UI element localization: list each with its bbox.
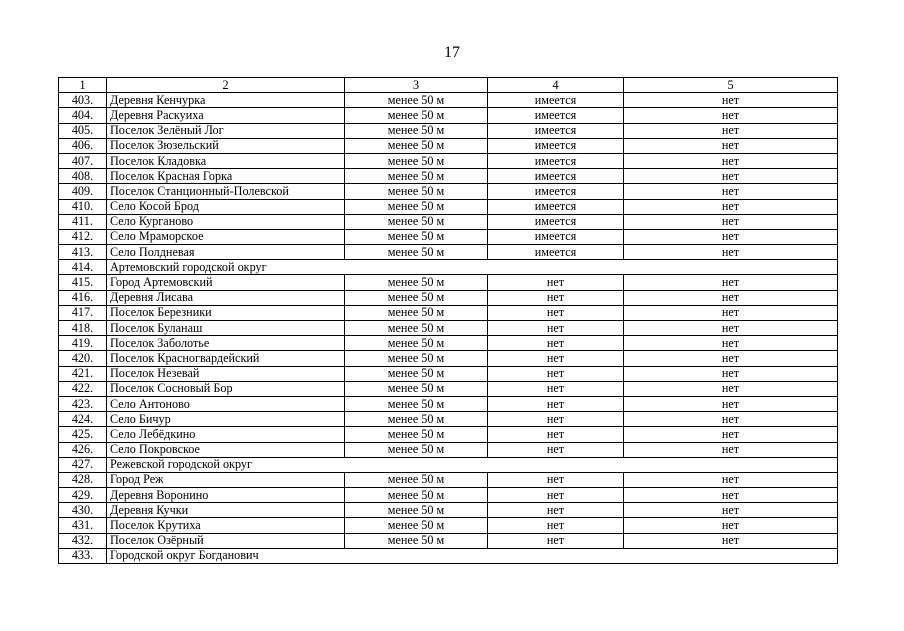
row-number-cell: 426. [59, 442, 107, 457]
row-number-cell: 414. [59, 260, 107, 275]
distance-cell: менее 50 м [345, 169, 488, 184]
distance-cell: менее 50 м [345, 184, 488, 199]
distance-cell: менее 50 м [345, 290, 488, 305]
row-number-cell: 427. [59, 457, 107, 472]
availability-cell: нет [488, 472, 624, 487]
settlement-name-cell: Город Реж [107, 472, 345, 487]
status-cell: нет [624, 184, 838, 199]
settlement-name-cell: Село Мраморское [107, 229, 345, 244]
availability-cell: нет [488, 321, 624, 336]
availability-cell: имеется [488, 184, 624, 199]
table-row [59, 442, 838, 457]
settlement-name-cell: Село Бичур [107, 412, 345, 427]
table-row [59, 93, 838, 108]
table-body [59, 78, 838, 564]
availability-cell: нет [488, 488, 624, 503]
settlement-name-cell: Село Лебёдкино [107, 427, 345, 442]
distance-cell: менее 50 м [345, 138, 488, 153]
table-row [59, 153, 838, 168]
table-row [59, 533, 838, 548]
distance-cell: менее 50 м [345, 366, 488, 381]
status-cell: нет [624, 108, 838, 123]
availability-cell: имеется [488, 138, 624, 153]
status-cell: нет [624, 229, 838, 244]
distance-cell: менее 50 м [345, 245, 488, 260]
settlement-name-cell: Поселок Зюзельский [107, 138, 345, 153]
table-row [59, 108, 838, 123]
table-section-row [59, 260, 838, 275]
status-cell: нет [624, 396, 838, 411]
row-number-cell: 429. [59, 488, 107, 503]
distance-cell: менее 50 м [345, 442, 488, 457]
settlement-name-cell: Поселок Крутиха [107, 518, 345, 533]
availability-cell: нет [488, 275, 624, 290]
status-cell: нет [624, 169, 838, 184]
settlement-name-cell: Поселок Сосновый Бор [107, 381, 345, 396]
row-number-cell: 411. [59, 214, 107, 229]
status-cell: нет [624, 412, 838, 427]
settlement-name-cell: Поселок Озёрный [107, 533, 345, 548]
availability-cell: нет [488, 396, 624, 411]
distance-cell: менее 50 м [345, 108, 488, 123]
availability-cell: нет [488, 533, 624, 548]
status-cell: нет [624, 199, 838, 214]
settlement-name-cell: Деревня Кенчурка [107, 93, 345, 108]
settlement-name-cell: Деревня Кучки [107, 503, 345, 518]
status-cell: нет [624, 518, 838, 533]
settlement-name-cell: Село Косой Брод [107, 199, 345, 214]
table-row [59, 138, 838, 153]
availability-cell: нет [488, 381, 624, 396]
table-row [59, 275, 838, 290]
distance-cell: менее 50 м [345, 336, 488, 351]
status-cell: нет [624, 305, 838, 320]
page-number: 17 [444, 44, 460, 61]
availability-cell: нет [488, 412, 624, 427]
table-row [59, 321, 838, 336]
distance-cell: менее 50 м [345, 412, 488, 427]
distance-cell: менее 50 м [345, 199, 488, 214]
row-number-cell: 432. [59, 533, 107, 548]
table-row [59, 427, 838, 442]
settlement-name-cell: Поселок Зелёный Лог [107, 123, 345, 138]
settlement-name-cell: Деревня Раскуиха [107, 108, 345, 123]
availability-cell: имеется [488, 153, 624, 168]
row-number-cell: 406. [59, 138, 107, 153]
table-row [59, 518, 838, 533]
status-cell: нет [624, 153, 838, 168]
section-title-cell: Режевской городской округ [107, 457, 838, 472]
row-number-cell: 418. [59, 321, 107, 336]
settlement-name-cell: Поселок Красногвардейский [107, 351, 345, 366]
row-number-cell: 423. [59, 396, 107, 411]
header-cell-2: 2 [107, 78, 345, 93]
distance-cell: менее 50 м [345, 229, 488, 244]
row-number-cell: 424. [59, 412, 107, 427]
distance-cell: менее 50 м [345, 275, 488, 290]
status-cell: нет [624, 503, 838, 518]
table-row [59, 245, 838, 260]
row-number-cell: 417. [59, 305, 107, 320]
row-number-cell: 421. [59, 366, 107, 381]
distance-cell: менее 50 м [345, 533, 488, 548]
availability-cell: нет [488, 336, 624, 351]
distance-cell: менее 50 м [345, 488, 488, 503]
row-number-cell: 408. [59, 169, 107, 184]
status-cell: нет [624, 366, 838, 381]
distance-cell: менее 50 м [345, 427, 488, 442]
settlement-name-cell: Поселок Станционный-Полевской [107, 184, 345, 199]
table-row [59, 488, 838, 503]
table-header-row [59, 78, 838, 93]
table-row [59, 366, 838, 381]
header-cell-5: 5 [624, 78, 838, 93]
status-cell: нет [624, 351, 838, 366]
table-section-row [59, 548, 838, 563]
availability-cell: нет [488, 290, 624, 305]
row-number-cell: 433. [59, 548, 107, 563]
table-row [59, 396, 838, 411]
settlement-name-cell: Село Полдневая [107, 245, 345, 260]
row-number-cell: 415. [59, 275, 107, 290]
availability-cell: имеется [488, 214, 624, 229]
row-number-cell: 431. [59, 518, 107, 533]
availability-cell: нет [488, 442, 624, 457]
availability-cell: нет [488, 305, 624, 320]
row-number-cell: 420. [59, 351, 107, 366]
status-cell: нет [624, 290, 838, 305]
availability-cell: имеется [488, 229, 624, 244]
table-row [59, 503, 838, 518]
status-cell: нет [624, 93, 838, 108]
availability-cell: имеется [488, 199, 624, 214]
status-cell: нет [624, 245, 838, 260]
settlement-name-cell: Поселок Березники [107, 305, 345, 320]
table-row [59, 199, 838, 214]
section-title-cell: Городской округ Богданович [107, 548, 838, 563]
table-row [59, 305, 838, 320]
availability-cell: имеется [488, 169, 624, 184]
row-number-cell: 403. [59, 93, 107, 108]
table-row [59, 336, 838, 351]
row-number-cell: 404. [59, 108, 107, 123]
availability-cell: нет [488, 503, 624, 518]
settlement-name-cell: Село Покровское [107, 442, 345, 457]
status-cell: нет [624, 533, 838, 548]
settlement-name-cell: Поселок Красная Горка [107, 169, 345, 184]
settlement-name-cell: Деревня Воронино [107, 488, 345, 503]
availability-cell: имеется [488, 93, 624, 108]
settlement-name-cell: Поселок Буланаш [107, 321, 345, 336]
distance-cell: менее 50 м [345, 472, 488, 487]
row-number-cell: 409. [59, 184, 107, 199]
table-row [59, 290, 838, 305]
settlement-name-cell: Деревня Лисава [107, 290, 345, 305]
status-cell: нет [624, 214, 838, 229]
distance-cell: менее 50 м [345, 396, 488, 411]
distance-cell: менее 50 м [345, 214, 488, 229]
header-cell-1: 1 [59, 78, 107, 93]
settlement-name-cell: Поселок Заболотье [107, 336, 345, 351]
row-number-cell: 419. [59, 336, 107, 351]
row-number-cell: 428. [59, 472, 107, 487]
distance-cell: менее 50 м [345, 305, 488, 320]
table-row [59, 412, 838, 427]
availability-cell: нет [488, 427, 624, 442]
table-row [59, 229, 838, 244]
distance-cell: менее 50 м [345, 321, 488, 336]
table-row [59, 169, 838, 184]
distance-cell: менее 50 м [345, 123, 488, 138]
settlement-name-cell: Село Курганово [107, 214, 345, 229]
table-row [59, 214, 838, 229]
header-cell-4: 4 [488, 78, 624, 93]
settlement-name-cell: Поселок Незевай [107, 366, 345, 381]
distance-cell: менее 50 м [345, 518, 488, 533]
status-cell: нет [624, 472, 838, 487]
distance-cell: менее 50 м [345, 351, 488, 366]
availability-cell: нет [488, 351, 624, 366]
table-row [59, 472, 838, 487]
row-number-cell: 425. [59, 427, 107, 442]
table-row [59, 351, 838, 366]
status-cell: нет [624, 138, 838, 153]
availability-cell: имеется [488, 123, 624, 138]
status-cell: нет [624, 336, 838, 351]
status-cell: нет [624, 123, 838, 138]
distance-cell: менее 50 м [345, 93, 488, 108]
header-cell-3: 3 [345, 78, 488, 93]
row-number-cell: 410. [59, 199, 107, 214]
status-cell: нет [624, 442, 838, 457]
status-cell: нет [624, 427, 838, 442]
row-number-cell: 412. [59, 229, 107, 244]
distance-cell: менее 50 м [345, 381, 488, 396]
distance-cell: менее 50 м [345, 503, 488, 518]
settlement-name-cell: Город Артемовский [107, 275, 345, 290]
table-section-row [59, 457, 838, 472]
row-number-cell: 405. [59, 123, 107, 138]
settlements-table [58, 77, 838, 564]
table-row [59, 184, 838, 199]
availability-cell: имеется [488, 108, 624, 123]
status-cell: нет [624, 488, 838, 503]
row-number-cell: 416. [59, 290, 107, 305]
table-row [59, 123, 838, 138]
row-number-cell: 422. [59, 381, 107, 396]
status-cell: нет [624, 275, 838, 290]
status-cell: нет [624, 381, 838, 396]
section-title-cell: Артемовский городской округ [107, 260, 838, 275]
table-row [59, 381, 838, 396]
status-cell: нет [624, 321, 838, 336]
row-number-cell: 413. [59, 245, 107, 260]
distance-cell: менее 50 м [345, 153, 488, 168]
row-number-cell: 407. [59, 153, 107, 168]
settlement-name-cell: Село Антоново [107, 396, 345, 411]
row-number-cell: 430. [59, 503, 107, 518]
availability-cell: нет [488, 518, 624, 533]
availability-cell: имеется [488, 245, 624, 260]
availability-cell: нет [488, 366, 624, 381]
settlement-name-cell: Поселок Кладовка [107, 153, 345, 168]
